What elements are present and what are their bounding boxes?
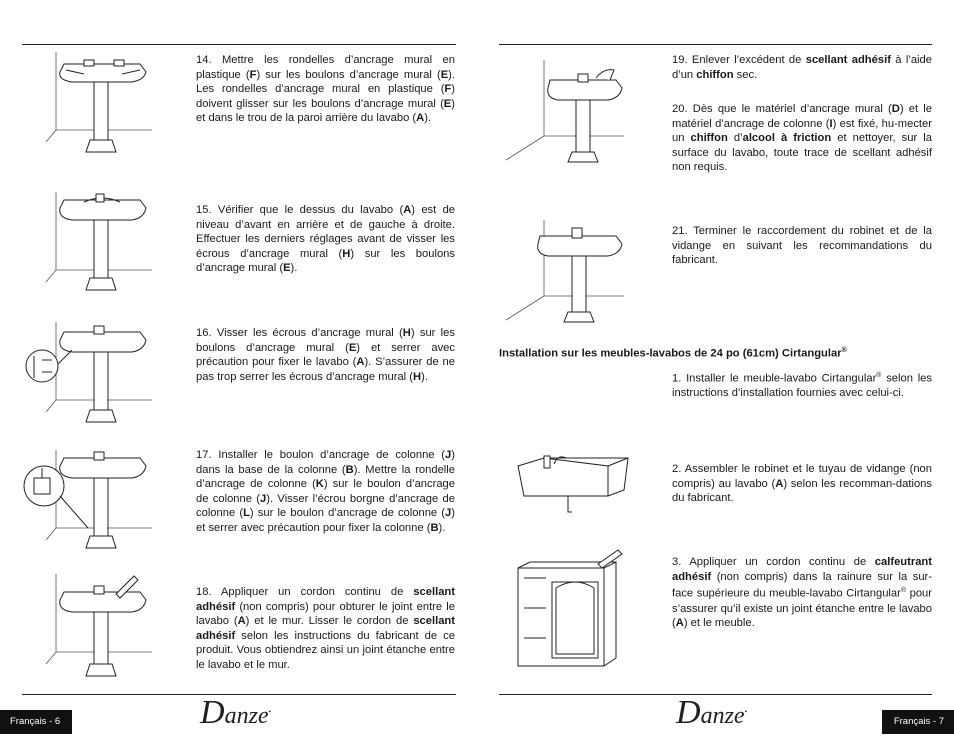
step-21-illustration	[504, 218, 626, 330]
emphasis: alcool à friction	[742, 132, 832, 145]
cabinet-step-3-illustration	[514, 558, 632, 670]
text-run: ) sur le boulon d’ancrage de colonne (	[249, 507, 446, 520]
emphasis: scellant adhésif	[196, 586, 455, 613]
step-17-text	[196, 448, 455, 536]
text-run: ) et dans le trou de la paroi arrière du lavabo (	[196, 97, 455, 125]
step-18-text	[196, 585, 455, 673]
text-run: 18. Appliquer un cordon continu de	[196, 586, 414, 598]
text-run: selon les instructions d’installation fournies avec celui-ci.	[672, 372, 933, 400]
emphasis: H	[413, 370, 422, 383]
emphasis: F	[444, 83, 452, 96]
step-20-text	[672, 102, 932, 175]
text-run: 2. Assembler le robinet et le tuyau de vidange (non compris) au lavabo (	[672, 463, 932, 490]
step-15-text	[196, 203, 455, 276]
text-run: ) sur les boulons d’ancrage mural (	[196, 327, 455, 354]
text-run: ) est fixé, hu-mecter un	[672, 117, 932, 145]
emphasis: F	[249, 68, 257, 81]
emphasis: I	[829, 117, 833, 130]
text-run: sec.	[733, 68, 758, 81]
emphasis: A	[416, 112, 425, 125]
danze-logo-right: Danze•	[676, 694, 748, 731]
emphasis: chiffon	[690, 132, 728, 145]
emphasis: A	[775, 477, 784, 490]
text-run: (non compris) dans la rainure sur la sur-face supérieure du meuble-lavabo Cirtangular	[672, 570, 932, 600]
text-run: 15. Vérifier que le dessus du lavabo (	[196, 204, 404, 216]
emphasis: B	[345, 463, 354, 476]
emphasis: J	[260, 492, 267, 505]
step-14-illustration	[44, 50, 154, 162]
text-run: ) est de niveau d’avant en arrière et de gauche à droite. Effectuer les derniers réglages avant de visser les écrous d’ancrage mural (	[196, 204, 456, 260]
text-run: ) et serrer avec précaution pour fixer la colonne (	[196, 507, 455, 534]
text-run: 14. Mettre les rondelles d’ancrage mural en plastique (	[196, 54, 455, 81]
text-run: ) sur les boulons d’ancrage mural (	[256, 68, 441, 81]
emphasis: calfeutrant adhésif	[672, 556, 932, 583]
text-run: 1. Installer le meuble-lavabo Cirtangular	[672, 372, 877, 385]
emphasis: A	[675, 617, 684, 630]
emphasis: H	[342, 247, 351, 260]
text-run: ). Mettre la rondelle d’ancrage de colonne (	[196, 463, 455, 491]
text-run: ). Les rondelles d’ancrage mural en plastique (	[196, 68, 455, 96]
step-16-text	[196, 326, 455, 384]
emphasis: A	[403, 204, 412, 216]
emphasis: E	[443, 97, 452, 110]
emphasis: A	[237, 615, 246, 628]
text-run: ).	[290, 262, 298, 275]
text-run: ) doivent glisser sur les boulons d’ancrage mural (	[196, 83, 455, 110]
emphasis: K	[315, 478, 324, 491]
text-run: ) et le meuble.	[683, 617, 755, 630]
emphasis: E	[283, 262, 291, 275]
top-rule-right	[499, 44, 932, 45]
text-run: ).	[424, 112, 432, 125]
step-18-illustration	[44, 572, 154, 684]
text-run: ) selon les recomman-dations du fabricant.	[672, 477, 932, 505]
top-rule-left	[22, 44, 456, 45]
cabinet-step-1-text	[672, 369, 932, 401]
step-16-illustration	[24, 320, 154, 432]
text-run: ) dans la base de la colonne (	[196, 449, 455, 476]
emphasis: J	[445, 449, 452, 461]
page-number-right: Français - 7	[882, 710, 954, 734]
step-14-text	[196, 53, 455, 126]
trademark-mark: ®	[900, 587, 907, 595]
trademark-mark: ®	[876, 372, 882, 379]
text-run: ) et le matériel d’ancrage de colonne (	[672, 103, 932, 130]
emphasis: L	[243, 507, 250, 520]
emphasis: E	[348, 341, 357, 354]
emphasis: scellant adhésif	[805, 54, 891, 66]
text-run: ). S’assurer de ne pas trop serrer les écrous d’ancrage mural (	[196, 356, 455, 383]
step-15-illustration	[44, 190, 154, 302]
emphasis: scellant adhésif	[196, 615, 455, 642]
step-17-illustration	[22, 448, 154, 560]
emphasis: B	[430, 521, 439, 534]
emphasis: chiffon	[696, 68, 734, 81]
cabinet-step-2-text	[672, 462, 932, 506]
text-run: et nettoyer, sur la surface du lavabo, toute trace de scellant adhésif non requis.	[672, 132, 932, 174]
text-run: 17. Installer le boulon d’ancrage de colonne (	[196, 449, 446, 461]
text-run: selon les instructions du fabricant de ce produit. Vous obtiendrez ainsi un joint étanche entre le lavabo et le mur.	[196, 629, 455, 671]
text-run: ).	[438, 521, 446, 534]
step-21-text	[672, 224, 932, 268]
text-run: d’	[727, 132, 743, 145]
text-run: ). Visser l’écrou borgne d’ancrage de colonne (	[196, 492, 455, 520]
text-run: (non compris) pour obturer le joint entre le lavabo (	[196, 600, 455, 628]
text-run: ) sur le boulon d’ancrage de colonne (	[196, 478, 455, 505]
page-number-left: Français - 6	[0, 710, 72, 734]
text-run: ) et le mur. Lisser le cordon de	[245, 615, 414, 628]
text-run: à l’aide d’un	[672, 54, 932, 81]
text-run: 19. Enlever l’excédent de	[672, 54, 806, 66]
text-run: 20. Dès que le matériel d’ancrage mural (	[672, 103, 892, 115]
cabinet-section-heading: Installation sur les meubles-lavabos de 24 po (61cm) Cirtangular®	[499, 347, 847, 360]
emphasis: D	[891, 103, 900, 115]
text-run: 3. Appliquer un cordon continu de	[672, 556, 875, 568]
emphasis: J	[445, 507, 452, 520]
cabinet-step-2-illustration	[514, 452, 632, 518]
text-run: 21. Terminer le raccordement du robinet et de la vidange en suivant les recommandations du fabricant.	[672, 225, 932, 267]
text-run: ) sur les boulons d’ancrage mural (	[196, 247, 455, 275]
step-19-text	[672, 53, 932, 82]
danze-logo-left: Danze•	[200, 694, 272, 731]
emphasis: H	[402, 327, 411, 339]
emphasis: A	[356, 356, 365, 369]
text-run: ).	[421, 370, 428, 383]
text-run: pour s’assurer qu’il existe un joint étanche entre le lavabo (	[672, 587, 932, 630]
cabinet-step-3-text	[672, 555, 932, 631]
emphasis: E	[440, 68, 449, 81]
text-run: ) et serrer avec précaution pour fixer le lavabo (	[196, 341, 455, 369]
text-run: 16. Visser les écrous d’ancrage mural (	[196, 327, 403, 339]
step-19-illustration	[504, 58, 626, 170]
